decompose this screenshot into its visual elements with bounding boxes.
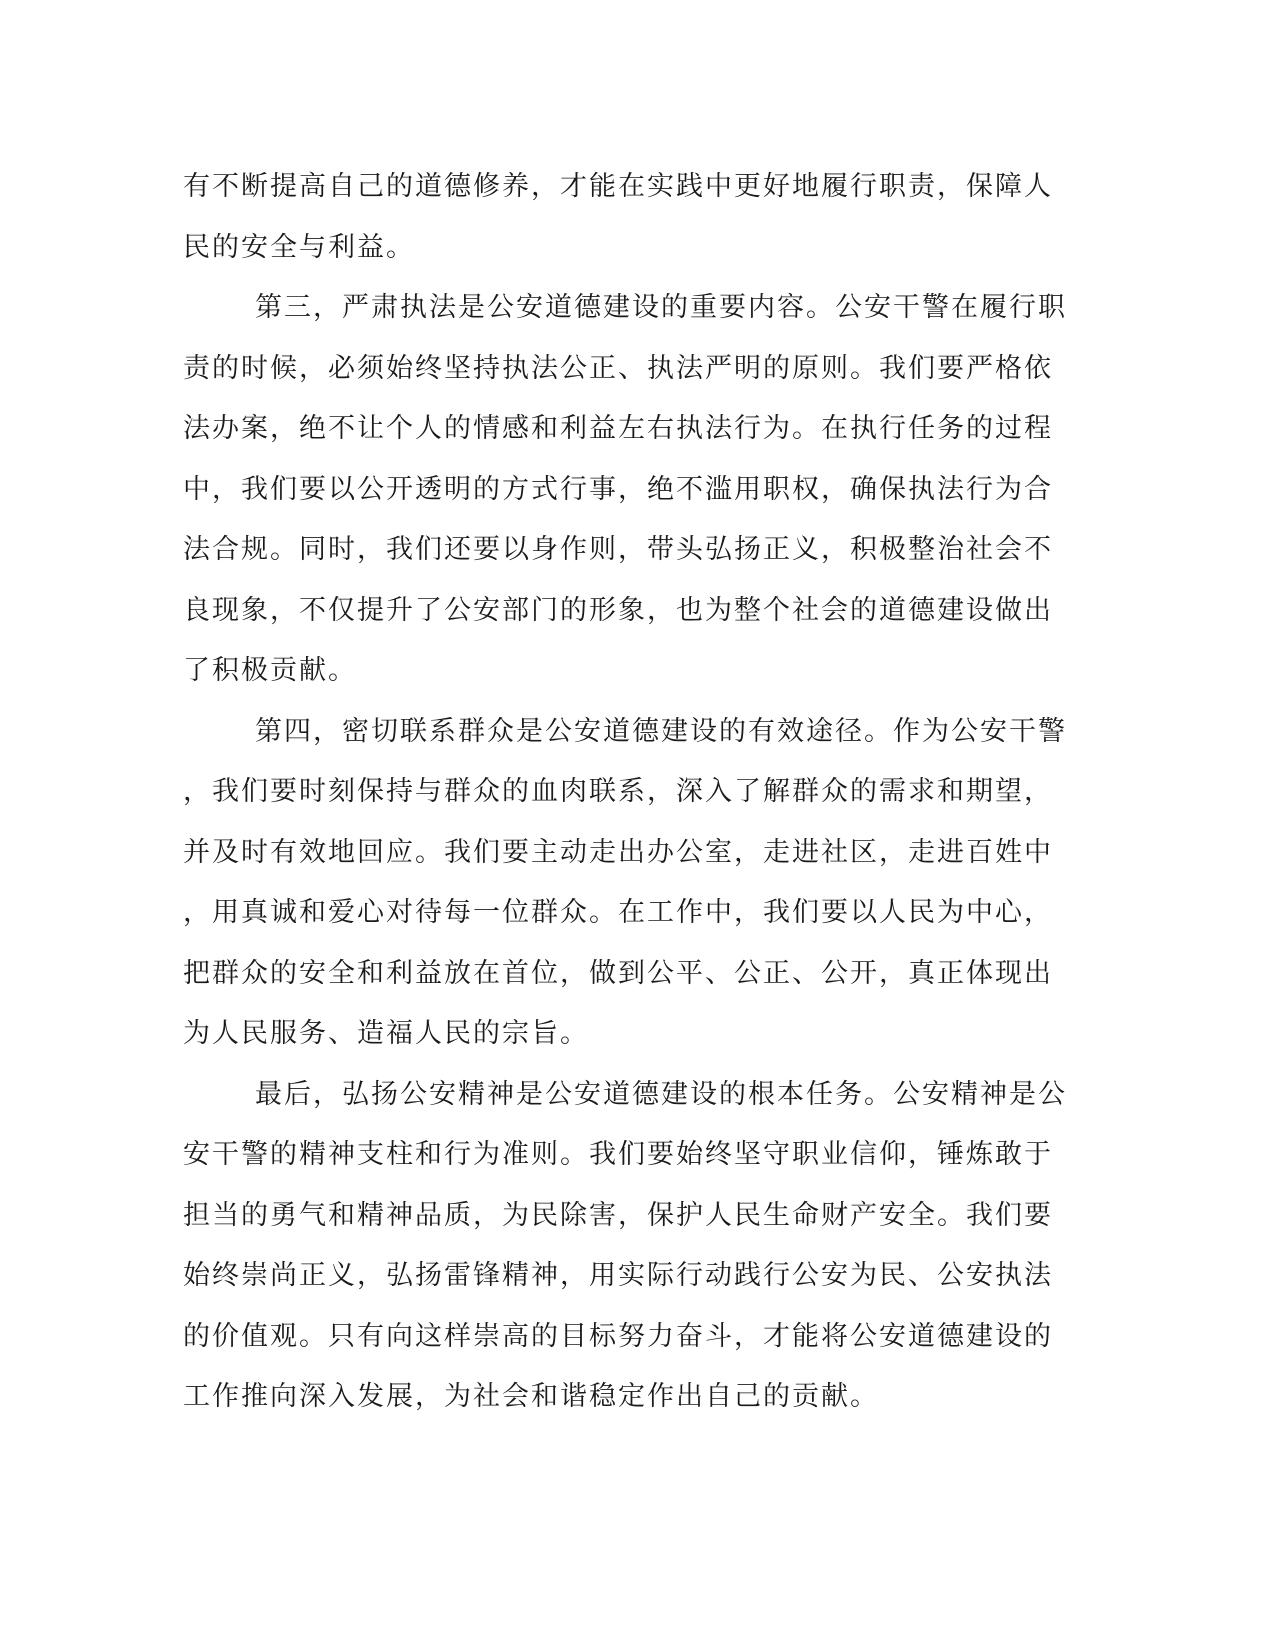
text-line: 民的安全与利益。 bbox=[183, 231, 415, 263]
text-line: 有不断提高自己的道德修养，才能在实践中更好地履行职责，保障人 bbox=[183, 171, 1053, 202]
paragraph-final bbox=[183, 1065, 1067, 1428]
text-line: 最后，弘扬公安精神是公安道德建设的根本任务。公安精神是公 bbox=[255, 1078, 1067, 1110]
text-line: 担当的勇气和精神品质，为民除害，保护人民生命财产安全。我们要 bbox=[183, 1199, 1053, 1231]
text-line: 法办案，绝不让个人的情感和利益左右执法行为。在执行任务的过程 bbox=[183, 413, 1053, 444]
text-line: 始终崇尚正义，弘扬雷锋精神，用实际行动践行公安为民、公安执法 bbox=[183, 1260, 1053, 1291]
text-line: 安干警的精神支柱和行为准则。我们要始终坚守职业信仰，锤炼敢于 bbox=[183, 1139, 1053, 1170]
text-line: ，用真诚和爱心对待每一位群众。在工作中，我们要以人民为中心， bbox=[183, 897, 1053, 928]
text-line: 为人民服务、造福人民的宗旨。 bbox=[183, 1018, 589, 1049]
text-line: 第三，严肃执法是公安道德建设的重要内容。公安干警在履行职 bbox=[255, 292, 1067, 323]
text-line: 第四，密切联系群众是公安道德建设的有效途径。作为公安干警 bbox=[255, 715, 1067, 747]
text-line: 的价值观。只有向这样崇高的目标努力奋斗，才能将公安道德建设的 bbox=[183, 1320, 1053, 1352]
text-line: 并及时有效地回应。我们要主动走出办公室，走进社区，走进百姓中 bbox=[183, 836, 1053, 868]
text-line: 良现象，不仅提升了公安部门的形象，也为整个社会的道德建设做出 bbox=[183, 594, 1053, 626]
paragraph-fourth bbox=[183, 702, 1067, 1065]
text-line: ，我们要时刻保持与群众的血肉联系，深入了解群众的需求和期望， bbox=[183, 776, 1053, 807]
text-line: 工作推向深入发展，为社会和谐稳定作出自己的贡献。 bbox=[183, 1381, 879, 1412]
text-line: 中，我们要以公开透明的方式行事，绝不滥用职权，确保执法行为合 bbox=[183, 473, 1053, 505]
text-line: 法合规。同时，我们还要以身作则，带头弘扬正义，积极整治社会不 bbox=[183, 534, 1053, 565]
text-line: 把群众的安全和利益放在首位，做到公平、公正、公开，真正体现出 bbox=[183, 957, 1053, 989]
text-line: 责的时候，必须始终坚持执法公正、执法严明的原则。我们要严格依 bbox=[183, 352, 1053, 384]
paragraph-third bbox=[183, 278, 1067, 702]
document-body bbox=[183, 157, 1067, 1428]
paragraph-continuation bbox=[183, 157, 1053, 278]
text-line: 了积极贡献。 bbox=[183, 655, 357, 686]
